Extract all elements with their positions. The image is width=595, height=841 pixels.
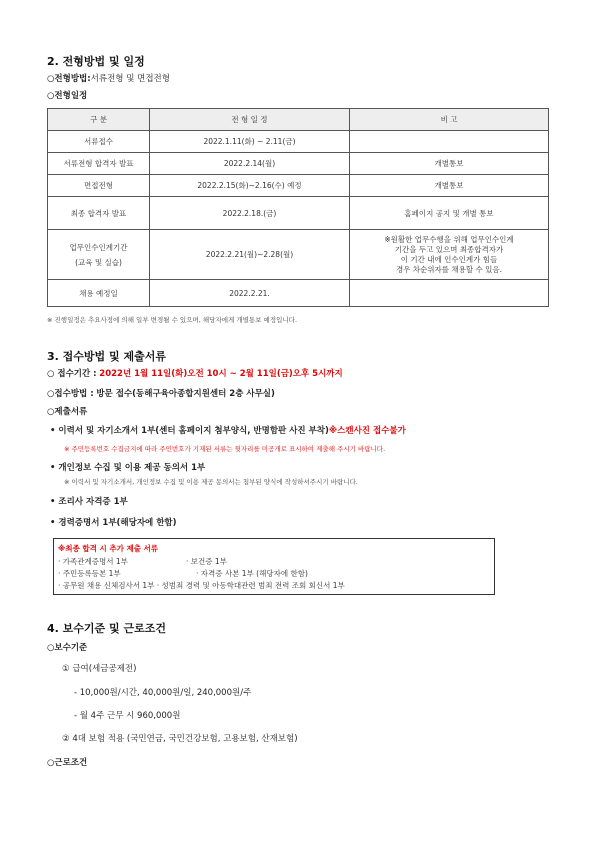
- cell-date: 2022.2.21.: [150, 280, 350, 307]
- method-line: [47, 72, 170, 84]
- box-title: ※최종 합격 시 추가 제출 서류: [58, 544, 159, 553]
- method-line-3: [47, 387, 275, 399]
- table-row: [48, 197, 549, 230]
- cell-category-line1: 업무인수인계기간: [69, 242, 128, 252]
- cell-date: 2022.2.21(월)~2.28(월): [150, 230, 350, 280]
- header-category: 구 분: [48, 109, 150, 131]
- box-line-1a: · 가족관계증명서 1부: [58, 557, 128, 566]
- doc-item-1-text: • 이력서 및 자기소개서 1부(센터 홈페이지 첨부양식, 반명함판 사진 부착): [50, 426, 329, 436]
- box-line-1b: · 보건증 1부: [186, 557, 227, 566]
- cell-note: 홈페이지 공지 및 개별 통보: [350, 197, 549, 230]
- method-label-3: ○접수방법 :: [47, 389, 94, 399]
- note-line: 경우 차순위자를 채용할 수 있음.: [395, 264, 503, 274]
- table-row: [48, 175, 549, 197]
- header-note: 비 고: [350, 109, 549, 131]
- doc-item-1-red: ※스캔사진 접수불가: [328, 426, 406, 436]
- box-line-3: · 공무원 채용 신체검사서 1부 · 성범죄 경력 및 아동학대관련 범죄 전력 조회 회신서 1부: [58, 581, 345, 590]
- additional-docs-box: [53, 538, 495, 595]
- cell-date: 2022.1.11(화) ~ 2.11(금): [150, 131, 350, 153]
- cell-note: 개별통보: [350, 153, 549, 175]
- note-line: ※원활한 업무수행을 위해 업무인수인계: [384, 234, 514, 244]
- conditions-label: ○근로조건: [47, 758, 88, 768]
- cell-date: 2022.2.18.(금): [150, 197, 350, 230]
- pay-item-1: ① 급여(세금공제전): [62, 664, 137, 674]
- section3-title: 3. 접수방법 및 제출서류: [47, 350, 166, 363]
- cell-note: [350, 131, 549, 153]
- period-value: 2022년 1월 11일(화)오전 10시 ~ 2월 11일(금)오후 5시까지: [99, 369, 343, 379]
- note-line: 기간을 두고 있으며 최종합격자가: [394, 244, 504, 254]
- cell-category: 채용 예정일: [48, 280, 150, 307]
- table-row: [48, 230, 549, 280]
- note-line: 이 기간 내에 인수인계가 힘들: [400, 254, 498, 264]
- method-value-3: 방문 접수(동해구육아종합지원센터 2층 사무실): [96, 389, 275, 399]
- header-date: 전 형 일 정: [150, 109, 350, 131]
- table-header-row: [48, 109, 549, 131]
- section4-title: 4. 보수기준 및 근로조건: [47, 622, 166, 635]
- cell-category: 면접전형: [48, 175, 150, 197]
- docs-label: ○제출서류: [47, 407, 88, 417]
- period-label: ○ 접수기간 :: [47, 369, 97, 379]
- cell-note: [350, 230, 549, 280]
- cell-date: 2022.2.15(화)~2.16(수) 예정: [150, 175, 350, 197]
- cell-note: 개별통보: [350, 175, 549, 197]
- doc-item-2-note: ※ 이력서 및 자기소개서, 개인정보 수집 및 이용 제공 동의서는 첨부된 양식에 작성하셔주시기 바랍니다.: [64, 478, 358, 486]
- section2-title: 2. 전형방법 및 일정: [47, 55, 145, 68]
- box-line-2a: · 주민등록등본 1부: [58, 569, 121, 578]
- method-value: 서류전형 및 면접전형: [90, 74, 170, 84]
- doc-item-4: • 경력증명서 1부(해당자에 한함): [50, 518, 177, 528]
- pay-item-1a: - 10,000원/시간, 40,000원/일, 240,000원/주: [74, 688, 252, 698]
- cell-category: 최종 합격자 발표: [48, 197, 150, 230]
- cell-category: [48, 230, 150, 280]
- pay-label: ○보수기준: [47, 643, 88, 653]
- table-row: [48, 280, 549, 307]
- method-label: ○전형방법:: [47, 74, 91, 84]
- schedule-footnote: ※ 진행일정은 추요사정에 의해 일부 변경될 수 있으며, 해당자에게 개별통보 예정입니다.: [47, 316, 298, 324]
- doc-item-1-note: ※ 주민등록번호 수집금지에 따라 주민번호가 기재된 서류는 뒷자리를 미공개로 표시하여 제출해 주시기 바랍니다.: [64, 445, 386, 453]
- table-row: [48, 131, 549, 153]
- box-line-2b: · 자격증 사본 1부 (해당자에 한함): [196, 569, 308, 578]
- cell-date: 2022.2.14(월): [150, 153, 350, 175]
- pay-item-2: ② 4대 보험 적용 (국민연금, 국민건강보험, 고용보험, 산재보험): [62, 734, 298, 744]
- doc-item-1: [50, 424, 406, 436]
- period-line: [47, 367, 343, 379]
- cell-category: 서류접수: [48, 131, 150, 153]
- schedule-label: ○전형일정: [47, 91, 88, 101]
- cell-category: 서류전형 합격자 발표: [48, 153, 150, 175]
- cell-note: [350, 280, 549, 307]
- cell-category-line2: (교육 및 실습): [75, 257, 122, 267]
- doc-item-3: • 조리사 자격증 1부: [50, 497, 128, 507]
- schedule-table: [47, 108, 549, 307]
- table-row: [48, 153, 549, 175]
- doc-item-2: • 개인정보 수집 및 이용 제공 동의서 1부: [50, 463, 206, 473]
- pay-item-1b: - 월 4주 근무 시 960,000원: [74, 711, 181, 721]
